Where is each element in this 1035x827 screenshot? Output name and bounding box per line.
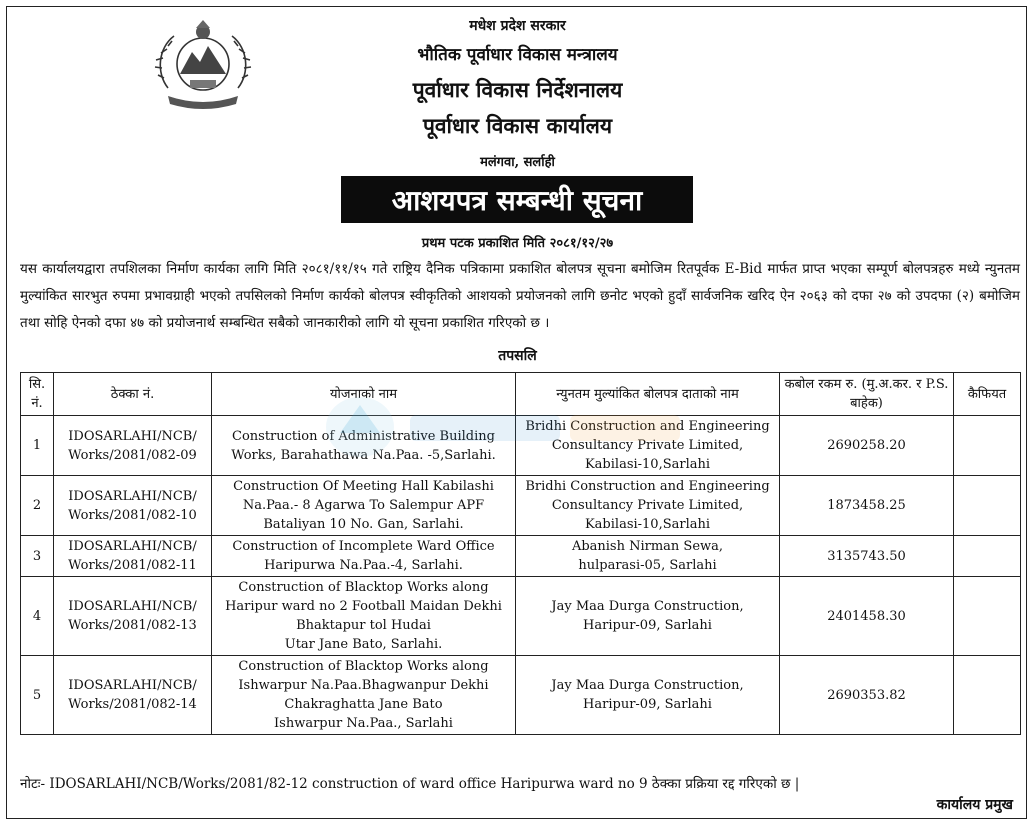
- cell-line: IDOSARLAHI/NCB/: [68, 678, 197, 693]
- cell-line: Works/2081/082-09: [68, 447, 197, 463]
- cell-bidder: [516, 536, 780, 577]
- cell-remarks: [954, 416, 1021, 476]
- cell-line: IDOSARLAHI/NCB/: [68, 599, 197, 614]
- table-row: [21, 476, 1021, 536]
- cell-amount: 3135743.50: [780, 536, 954, 577]
- cell-sn: 4: [21, 577, 54, 656]
- cell-line: Works/2081/082-10: [68, 507, 197, 523]
- table-row: [21, 577, 1021, 656]
- cell-line: Jay Maa Durga Construction,: [551, 678, 744, 693]
- col-header-amount: कबोल रकम रु. (मु.अ.कर. र P.S. बाहेक): [780, 373, 954, 416]
- cell-line: Ishwarpur Na.Paa.Bhagwanpur Dekhi: [238, 678, 489, 693]
- col-header-project-name: योजनाको नाम: [212, 373, 516, 416]
- cell-sn: 5: [21, 656, 54, 735]
- cell-contract-no: [54, 476, 212, 536]
- col-header-bidder: न्युनतम मुल्यांकित बोलपत्र दाताको नाम: [516, 373, 780, 416]
- cell-amount: 2690353.82: [780, 656, 954, 735]
- cell-line: Ishwarpur Na.Paa., Sarlahi: [274, 716, 453, 731]
- col-header-sn: सि. नं.: [21, 373, 54, 416]
- cell-line: Works/2081/082-11: [68, 558, 197, 573]
- cell-line: Jay Maa Durga Construction,: [551, 599, 744, 614]
- cell-line: Bhaktapur tol Hudai: [296, 618, 431, 633]
- notice-body: यस कार्यालयद्वारा तपशिलका निर्माण कार्यका लागि मिति २०८१/११/१५ गते राष्ट्रिय दैनिक पत्रिकामा प्रकाशित बोलपत्र सूचना बमोजिम रितपूर्वक E-Bid मार्फत प्राप्त भएका सम्पूर्ण बोलपत्रहरु मध्ये न्युनतम मुल्यांकित सारभुत रुपमा प्रभावग्राही भएको तपसिलको निर्माण कार्यको बोलपत्र स्वीकृतिको आशयको प्रयोजनको लागि छनोट भएको हुदाँ सार्वजनिक खरिद ऐन २०६३ को दफा २७ को उपदफा (२) बमोजिम तथा सोहि ऐनको दफा ४७ को प्रयोजनार्थ सम्बन्धित सबैको जानकारीको लागि यो सूचना प्रकाशित गरिएको छ ।: [20, 261, 1020, 331]
- cell-line: Construction of Incomplete Ward Office: [232, 539, 495, 554]
- cell-line: Haripurwa Na.Paa.-4, Sarlahi.: [264, 558, 463, 573]
- col-header-remarks: कैफियत: [954, 373, 1021, 416]
- cell-remarks: [954, 656, 1021, 735]
- cell-amount: 2401458.30: [780, 577, 954, 656]
- cell-line: Na.Paa.- 8 Agarwa To Salempur APF: [242, 498, 485, 513]
- cell-remarks: [954, 577, 1021, 656]
- cell-project-name: [212, 656, 516, 735]
- section-title: तपसलि: [498, 348, 537, 364]
- cell-bidder: [516, 476, 780, 536]
- cell-line: Construction of Administrative Building: [232, 428, 495, 444]
- cell-sn: 2: [21, 476, 54, 536]
- cell-line: Construction of Blacktop Works along: [238, 580, 489, 595]
- cell-bidder: [516, 416, 780, 476]
- cell-bidder: [516, 656, 780, 735]
- col-header-contract-no: ठेक्का नं.: [54, 373, 212, 416]
- cell-line: Bridhi Construction and Engineering: [525, 419, 770, 434]
- contracts-table: [20, 372, 1021, 735]
- cell-line: Consultancy Private Limited,: [551, 498, 744, 513]
- cell-project-name: [212, 416, 516, 476]
- cell-contract-no: [54, 416, 212, 476]
- cell-remarks: [954, 536, 1021, 577]
- table-header-row: [21, 373, 1021, 416]
- cell-line: Works, Barahathawa Na.Paa. -5,Sarlahi.: [231, 447, 496, 463]
- header-province: मधेश प्रदेश सरकार: [469, 18, 566, 34]
- cell-contract-no: [54, 656, 212, 735]
- cell-sn: 1: [21, 416, 54, 476]
- cell-line: Consultancy Private Limited,: [551, 438, 744, 453]
- publish-date: प्रथम पटक प्रकाशित मिति २०८१/१२/२७: [421, 236, 614, 251]
- cell-line: Utar Jane Bato, Sarlahi.: [284, 637, 443, 652]
- cell-line: Kabilasi-10,Sarlahi: [584, 517, 711, 532]
- cell-contract-no: [54, 536, 212, 577]
- cell-line: Chakraghatta Jane Bato: [284, 697, 443, 712]
- cell-amount: 1873458.25: [780, 476, 954, 536]
- cell-line: Haripur ward no 2 Football Maidan Dekhi: [225, 599, 502, 614]
- cell-line: Abanish Nirman Sewa,: [571, 539, 724, 554]
- header-directorate: पूर्वाधार विकास निर्देशनालय: [412, 77, 623, 102]
- cell-line: Works/2081/082-13: [68, 618, 197, 633]
- signature-office-chief: कार्यालय प्रमुख: [936, 797, 1013, 813]
- header-ministry: भौतिक पूर्वाधार विकास मन्त्रालय: [417, 45, 618, 65]
- cell-contract-no: [54, 577, 212, 656]
- cell-remarks: [954, 476, 1021, 536]
- cell-line: Construction Of Meeting Hall Kabilashi: [233, 479, 494, 494]
- header-office: पूर्वाधार विकास कार्यालय: [422, 113, 613, 138]
- table-row: [21, 536, 1021, 577]
- cell-line: Works/2081/082-14: [68, 697, 197, 712]
- table-row: [21, 656, 1021, 735]
- cell-sn: 3: [21, 536, 54, 577]
- cell-line: Haripur-09, Sarlahi: [583, 697, 712, 712]
- cell-project-name: [212, 577, 516, 656]
- cell-project-name: [212, 536, 516, 577]
- cell-line: IDOSARLAHI/NCB/: [68, 539, 197, 554]
- table-row: [21, 416, 1021, 476]
- cell-line: Kabilasi-10,Sarlahi: [584, 457, 711, 472]
- footer-note: नोटः- IDOSARLAHI/NCB/Works/2081/82-12 construction of ward office Haripurwa ward no 9 ठेक्का प्रक्रिया रद्द गरिएको छ |: [20, 776, 800, 792]
- cell-line: hulparasi-05, Sarlahi: [578, 558, 717, 573]
- cell-line: Bridhi Construction and Engineering: [525, 479, 770, 494]
- cell-line: IDOSARLAHI/NCB/: [68, 488, 197, 504]
- cell-amount: 2690258.20: [780, 416, 954, 476]
- cell-line: Construction of Blacktop Works along: [238, 659, 489, 674]
- header-location: मलंगवा, सर्लाही: [480, 155, 555, 170]
- cell-line: Haripur-09, Sarlahi: [583, 618, 712, 633]
- cell-line: IDOSARLAHI/NCB/: [68, 428, 197, 444]
- cell-bidder: [516, 577, 780, 656]
- notice-banner: आशयपत्र सम्बन्धी सूचना: [341, 176, 693, 223]
- cell-project-name: [212, 476, 516, 536]
- cell-line: Bataliyan 10 No. Gan, Sarlahi.: [263, 517, 464, 532]
